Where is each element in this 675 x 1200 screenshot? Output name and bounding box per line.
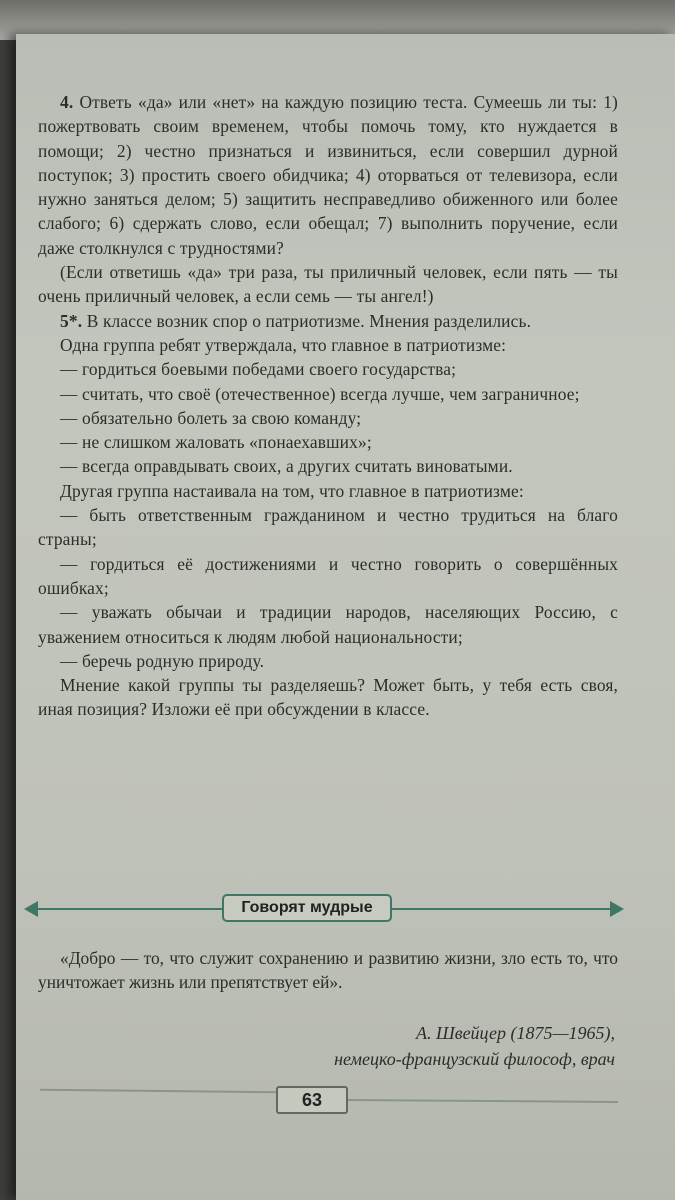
quote-block [38,946,618,994]
quote-attribution [334,1020,615,1072]
group-2-item: — беречь родную природу. [60,650,265,671]
group-2-intro: Другая группа настаивала на том, что главное в патриотизме: [60,480,524,501]
task-5-question: Мнение какой группы ты разделяешь? Может быть, у тебя есть своя, иная позиция? Изложи её при обсуждении в классе. [38,675,618,720]
group-1-item: — гордиться боевыми победами своего государства; [60,359,457,380]
banner-label: Говорят мудрые [222,894,392,922]
group-1-item: — не слишком жаловать «понаехавших»; [60,432,372,453]
task-4 [38,90,618,260]
page-number: 63 [276,1086,348,1114]
group-1-item: — обязательно болеть за свою команду; [60,407,362,428]
group-2-item: — быть ответственным гражданином и честно трудиться на благо страны; [38,505,618,550]
task-4-number: 4. [60,92,74,112]
quote-author: А. Швейцер (1875—1965), [415,1023,615,1043]
wise-sayings-banner [24,892,624,926]
task-5-intro: В классе возник спор о патриотизме. Мнения разделились. [82,310,532,331]
group-2-item: — гордиться её достижениями и честно говорить о совершённых ошибках; [38,553,618,598]
group-1-item: — считать, что своё (отечественное) всегда лучше, чем заграничное; [60,383,580,404]
task-4-note: (Если ответишь «да» три раза, ты приличный человек, если пять — ты очень приличный человек, а если семь — ты ангел!) [38,262,618,307]
group-1-item: — всегда оправдывать своих, а других считать виноватыми. [60,456,513,477]
quote-text: «Добро — то, что служит сохранению и развитию жизни, зло есть то, что уничтожает жизнь или препятствует ей». [38,948,618,992]
group-2-item: — уважать обычаи и традиции народов, населяющих Россию, с уважением относиться к людям любой национальности; [38,602,618,647]
exercise-text [38,90,618,722]
arrow-left-icon [24,901,38,917]
group-1-intro: Одна группа ребят утверждала, что главное в патриотизме: [60,334,507,355]
task-4-text: Ответь «да» или «нет» на каждую позицию теста. Сумеешь ли ты: 1) пожертвовать своим временем, чтобы помочь тому, кто нуждается в помощи; 2) честно признаться и извиниться, если совершил дурной поступок; 3) простить своего обидчика; 4) оторваться от телевизора, если нужно заняться делом; 5) защитить несправедливо обиженного или более слабого; 6) сдержать слово, если обещал; 7) выполнить поручение, если даже столкнулся с трудностями? [38,92,618,258]
task-5 [38,309,618,333]
arrow-right-icon [610,901,624,917]
quote-author-description: немецко-французский философ, врач [334,1049,615,1069]
task-5-number: 5*. [60,310,83,331]
